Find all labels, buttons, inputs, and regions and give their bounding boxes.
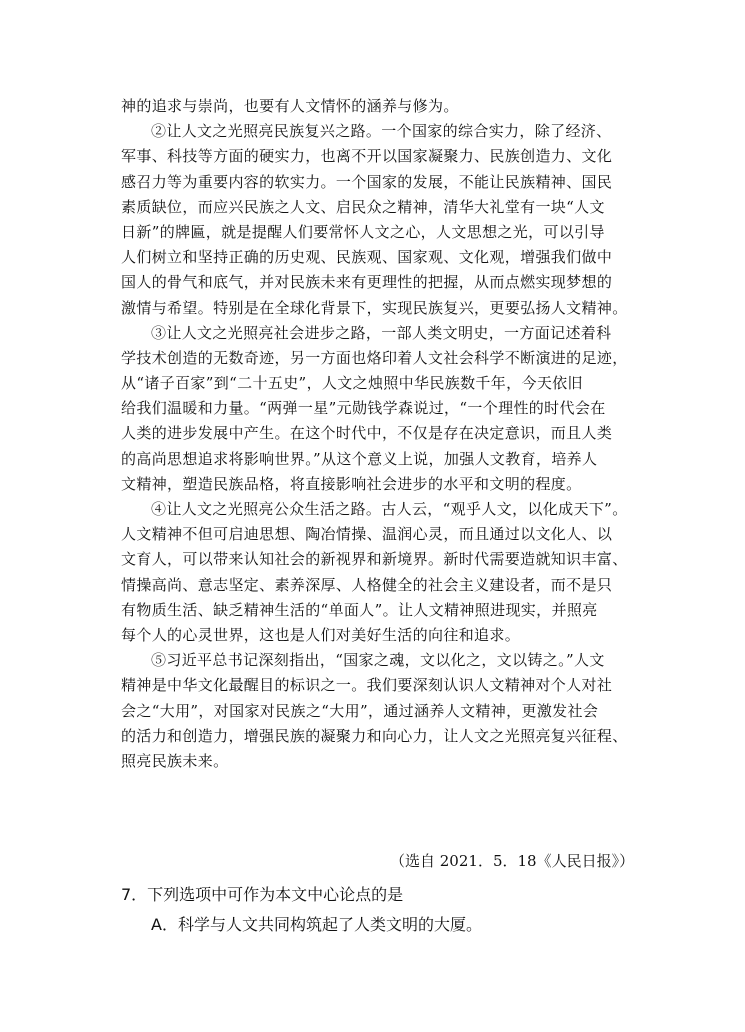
option-a: A．科学与人文共同构筑起了人类文明的大厦。 <box>151 915 482 934</box>
article-line: 国人的骨气和底气，并对民族未来有更理性的把握，从而点燃实现梦想的 <box>121 273 613 292</box>
article-line: ③让人文之光照亮社会进步之路，一部人类文明史，一方面记述着科 <box>151 323 612 342</box>
article-line: 素质缺位，而应兴民族之人文、启民众之精神，清华大礼堂有一块“人文 <box>121 197 605 216</box>
article-line: 的高尚思想追求将影响世界。”从这个意义上说，加强人文教育，培养人 <box>121 449 598 468</box>
article-line: 精神是中华文化最醒目的标识之一。我们要深刻认识人文精神对个人对社 <box>121 676 613 695</box>
article-line: 的活力和创造力，增强民族的凝聚力和向心力，让人文之光照亮复兴征程、 <box>121 726 628 745</box>
article-line: 每个人的心灵世界，这也是人们对美好生活的向往和追求。 <box>121 625 521 644</box>
question-stem: 7．下列选项中可作为本文中心论点的是 <box>121 885 404 904</box>
article-line: ⑤习近平总书记深刻指出，“国家之魂，文以化之，文以铸之。”人文 <box>151 651 605 670</box>
article-line: 人们树立和坚持正确的历史观、民族观、国家观、文化观，增强我们做中 <box>121 248 613 267</box>
article-line: 会之“大用”，对国家对民族之“大用”，通过涵养人文精神，更激发社会 <box>121 701 599 720</box>
article-line: 神的追求与崇尚，也要有人文情怀的涵养与修为。 <box>121 97 459 115</box>
article-line: 情操高尚、意志坚定、素养深厚、人格健全的社会主义建设者，而不是只 <box>121 575 613 594</box>
article-line: 学技术创造的无数奇迹，另一方面也烙印着人文社会科学不断演进的足迹， <box>121 348 628 367</box>
article-line: 激情与希望。特别是在全球化背景下，实现民族复兴，更要弘扬人文精神。 <box>121 298 628 317</box>
article-line: 军事、科技等方面的硬实力，也离不开以国家凝聚力、民族创造力、文化 <box>121 147 613 166</box>
article-line: 文精神，塑造民族品格，将直接影响社会进步的水平和文明的程度。 <box>121 474 582 493</box>
article-line: 文育人，可以带来认知社会的新视界和新境界。新时代需要造就知识丰富、 <box>121 550 628 569</box>
article-line: 感召力等为重要内容的软实力。一个国家的发展，不能让民族精神、国民 <box>121 172 613 191</box>
question-7 <box>121 880 641 940</box>
article-line: 有物质生活、缺乏精神生活的“单面人”。让人文精神照进现实，并照亮 <box>121 600 598 619</box>
article-line: ②让人文之光照亮民族复兴之路。一个国家的综合实力，除了经济、 <box>151 122 612 141</box>
article-line: ④让人文之光照亮公众生活之路。古人云，“观乎人文，以化成天下”。 <box>151 500 628 518</box>
article-line: 照亮民族未来。 <box>121 751 229 770</box>
article-line: 从“诸子百家”到“二十五史”，人文之烛照中华民族数千年，今天依旧 <box>121 374 583 393</box>
article-line: 人文精神不但可启迪思想、陶冶情操、温润心灵，而且通过以文化人、以 <box>121 525 613 544</box>
article-body <box>121 94 633 774</box>
article-line: 日新”的牌匾，就是提醒人们要常怀人文之心，人文思想之光，可以引导 <box>121 222 605 241</box>
source-citation: （选自 2021．5．18《人民日报》） <box>390 852 635 870</box>
article-line: 人类的进步发展中产生。在这个时代中，不仅是存在决定意识，而且人类 <box>121 424 613 443</box>
article-line: 给我们温暖和力量。“两弹一星”元勋钱学森说过，“一个理性的时代会在 <box>121 399 606 418</box>
